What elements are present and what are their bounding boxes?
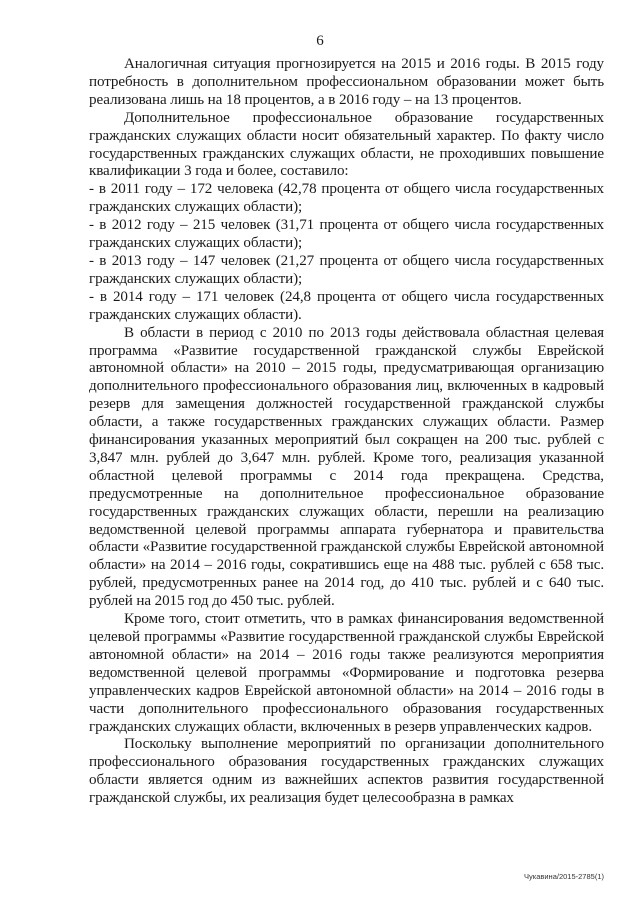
paragraph: Дополнительное профессиональное образование государственных гражданских служащих области носит обязательный характер. По факту число государственных гражданских служащих области, не проходивших повышение квалификации 3 года и более, составило:: [89, 109, 604, 180]
list-item: - в 2012 году – 215 человек (31,71 процента от общего числа государственных гражданских служащих области);: [89, 217, 604, 252]
paragraph: Аналогичная ситуация прогнозируется на 2015 и 2016 годы. В 2015 году потребность в дополнительном профессиональном образовании может быть реализована лишь на 18 процентов, а в 2016 году – на 13 процентов.: [89, 56, 604, 108]
document-footer-code: Чукавина/2015-2785(1): [524, 872, 604, 881]
document-body: [89, 56, 604, 808]
paragraph: Кроме того, стоит отметить, что в рамках финансирования ведомственной целевой программы «Развитие государственной гражданской службы Еврейской автономной области» на 2014 – 2016 годы также реализуются мероприятия ведомственной целевой программы «Формирование и подготовка резерва управленческих кадров Еврейской автономной области» на 2014 – 2016 годы в части дополнительного профессионального образования государственных гражданских служащих области, включенных в резерв управленческих кадров.: [89, 611, 604, 735]
page-number: 6: [316, 33, 324, 49]
list-item: - в 2013 году – 147 человек (21,27 процента от общего числа государственных гражданских служащих области);: [89, 252, 604, 287]
list-item: - в 2011 году – 172 человека (42,78 процента от общего числа государственных гражданских служащих области);: [89, 181, 604, 216]
list-item: - в 2014 году – 171 человек (24,8 процента от общего числа государственных гражданских служащих области).: [89, 288, 604, 323]
paragraph: Поскольку выполнение мероприятий по организации дополнительного профессионального образования государственных гражданских служащих области является одним из важнейших аспектов развития государственной гражданской службы, их реализация будет целесообразна в рамках: [89, 736, 604, 807]
paragraph: В области в период с 2010 по 2013 годы действовала областная целевая программа «Развитие государственной гражданской службы Еврейской автономной области» на 2010 – 2015 годы, предусматривающая организацию дополнительного профессионального образования лиц, включенных в кадровый резерв для замещения должностей государственной гражданской службы области, а также государственных гражданских служащих области. Размер финансирования указанных мероприятий был сокращен на 200 тыс. рублей с 3,847 млн. рублей до 3,647 млн. рублей. Кроме того, реализация указанной областной целевой программы с 2014 года прекращена. Средства, предусмотренные на дополнительное профессиональное образование государственных гражданских служащих области, перешли на реализацию ведомственной целевой программы аппарата губернатора и правительства области «Развитие государственной гражданской службы Еврейской автономной области» на 2014 – 2016 годы, сократившись еще на 488 тыс. рублей с 658 тыс. рублей, предусмотренных ранее на 2014 год, до 410 тыс. рублей и с 640 тыс. рублей на 2015 год до 450 тыс. рублей.: [89, 324, 604, 610]
